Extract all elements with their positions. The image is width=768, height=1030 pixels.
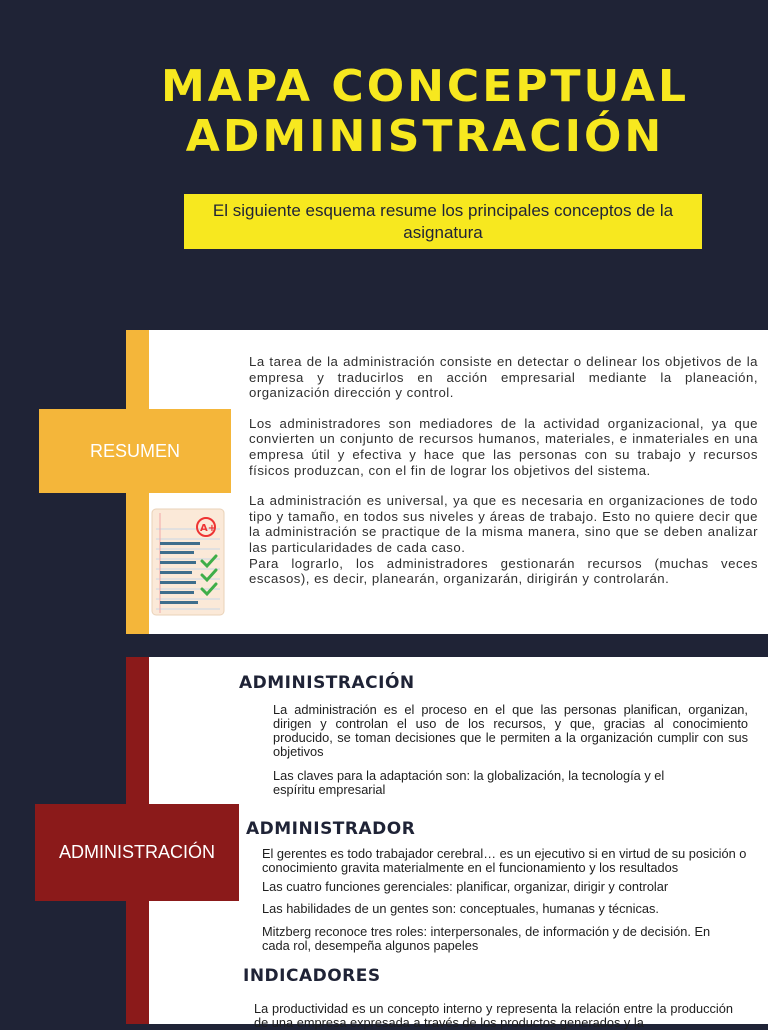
section-text-block bbox=[262, 902, 754, 916]
section-text-block bbox=[254, 1002, 733, 1030]
section-heading-administrador: ADMINISTRADOR bbox=[246, 819, 416, 839]
title-line-1: MAPA CONCEPTUAL bbox=[160, 61, 689, 112]
section-heading-indicadores: INDICADORES bbox=[243, 966, 381, 986]
section-item: La productividad es un concepto interno y representa la relación entre la producción de una empresa expresada a través de los productos generados y la bbox=[254, 1001, 733, 1030]
subtitle-banner bbox=[184, 194, 702, 249]
section-heading-administracion: ADMINISTRACIÓN bbox=[239, 673, 415, 693]
administracion-tag-label: ADMINISTRACIÓN bbox=[58, 842, 215, 862]
section-item: La administración es el proceso en el que las personas planifican, organizan, dirigen y controlan el uso de los recursos, y que, gracias al conocimiento producido, se toman decisiones que le permiten a la organización cumplir con sus objetivos bbox=[273, 702, 748, 759]
page-title bbox=[120, 62, 730, 162]
section-item: Las cuatro funciones gerenciales: planificar, organizar, dirigir y controlar bbox=[262, 879, 669, 894]
resumen-paragraph: Los administradores son mediadores de la actividad organizacional, ya que convierten un conjunto de recursos humanos, materiales, e inmateriales en una empresa útil y efectiva y hace que las personas con su trabajo y recursos físicos produzcan, con el fin de lograr los objetivos del sistema. bbox=[249, 415, 758, 478]
resumen-tag bbox=[39, 409, 231, 493]
resumen-body bbox=[249, 354, 758, 587]
section-item: El gerentes es todo trabajador cerebral… es un ejecutivo si en virtud de su posición o conocimiento gravita materialmente en el funcionamiento y los resultados bbox=[262, 846, 747, 875]
section-text-block bbox=[273, 769, 703, 797]
resumen-paragraph: La tarea de la administración consiste en detectar o delinear los objetivos de la empresa y traducirlos en acción empresarial mediante la planeación, organización dirección y control. bbox=[249, 354, 758, 401]
section-item: Las habilidades de un gentes son: conceptuales, humanas y técnicas. bbox=[262, 901, 659, 916]
section-item: Mitzberg reconoce tres roles: interpersonales, de información y de decisión. En cada rol, desempeña algunos papeles bbox=[262, 924, 711, 953]
section-text-block bbox=[262, 925, 732, 953]
subtitle-text: El siguiente esquema resume los principales conceptos de la asignatura bbox=[212, 200, 674, 242]
section-text-block bbox=[262, 880, 754, 894]
title-line-2: ADMINISTRACIÓN bbox=[185, 111, 665, 162]
section-text-block bbox=[262, 847, 754, 875]
section-item: Las claves para la adaptación son: la globalización, la tecnología y el espíritu empresarial bbox=[273, 768, 665, 797]
resumen-paragraph: Para lograrlo, los administradores gestionarán recursos (muchas veces escasos), es decir, planearán, organizarán, dirigirán y controlarán. bbox=[249, 555, 758, 587]
section-text-block bbox=[273, 703, 748, 759]
grade-mark: A+ bbox=[200, 523, 217, 534]
administracion-tag bbox=[35, 804, 239, 901]
resumen-tag-label: RESUMEN bbox=[89, 440, 180, 461]
graded-document-icon bbox=[150, 507, 226, 617]
resumen-paragraph: La administración es universal, ya que es necesaria en organizaciones de todo tipo y tamaño, en todos sus niveles y áreas de trabajo. Esto no quiere decir que la administración se practique de la misma manera, sino que se deben analizar las particularidades de cada caso. bbox=[249, 493, 758, 555]
